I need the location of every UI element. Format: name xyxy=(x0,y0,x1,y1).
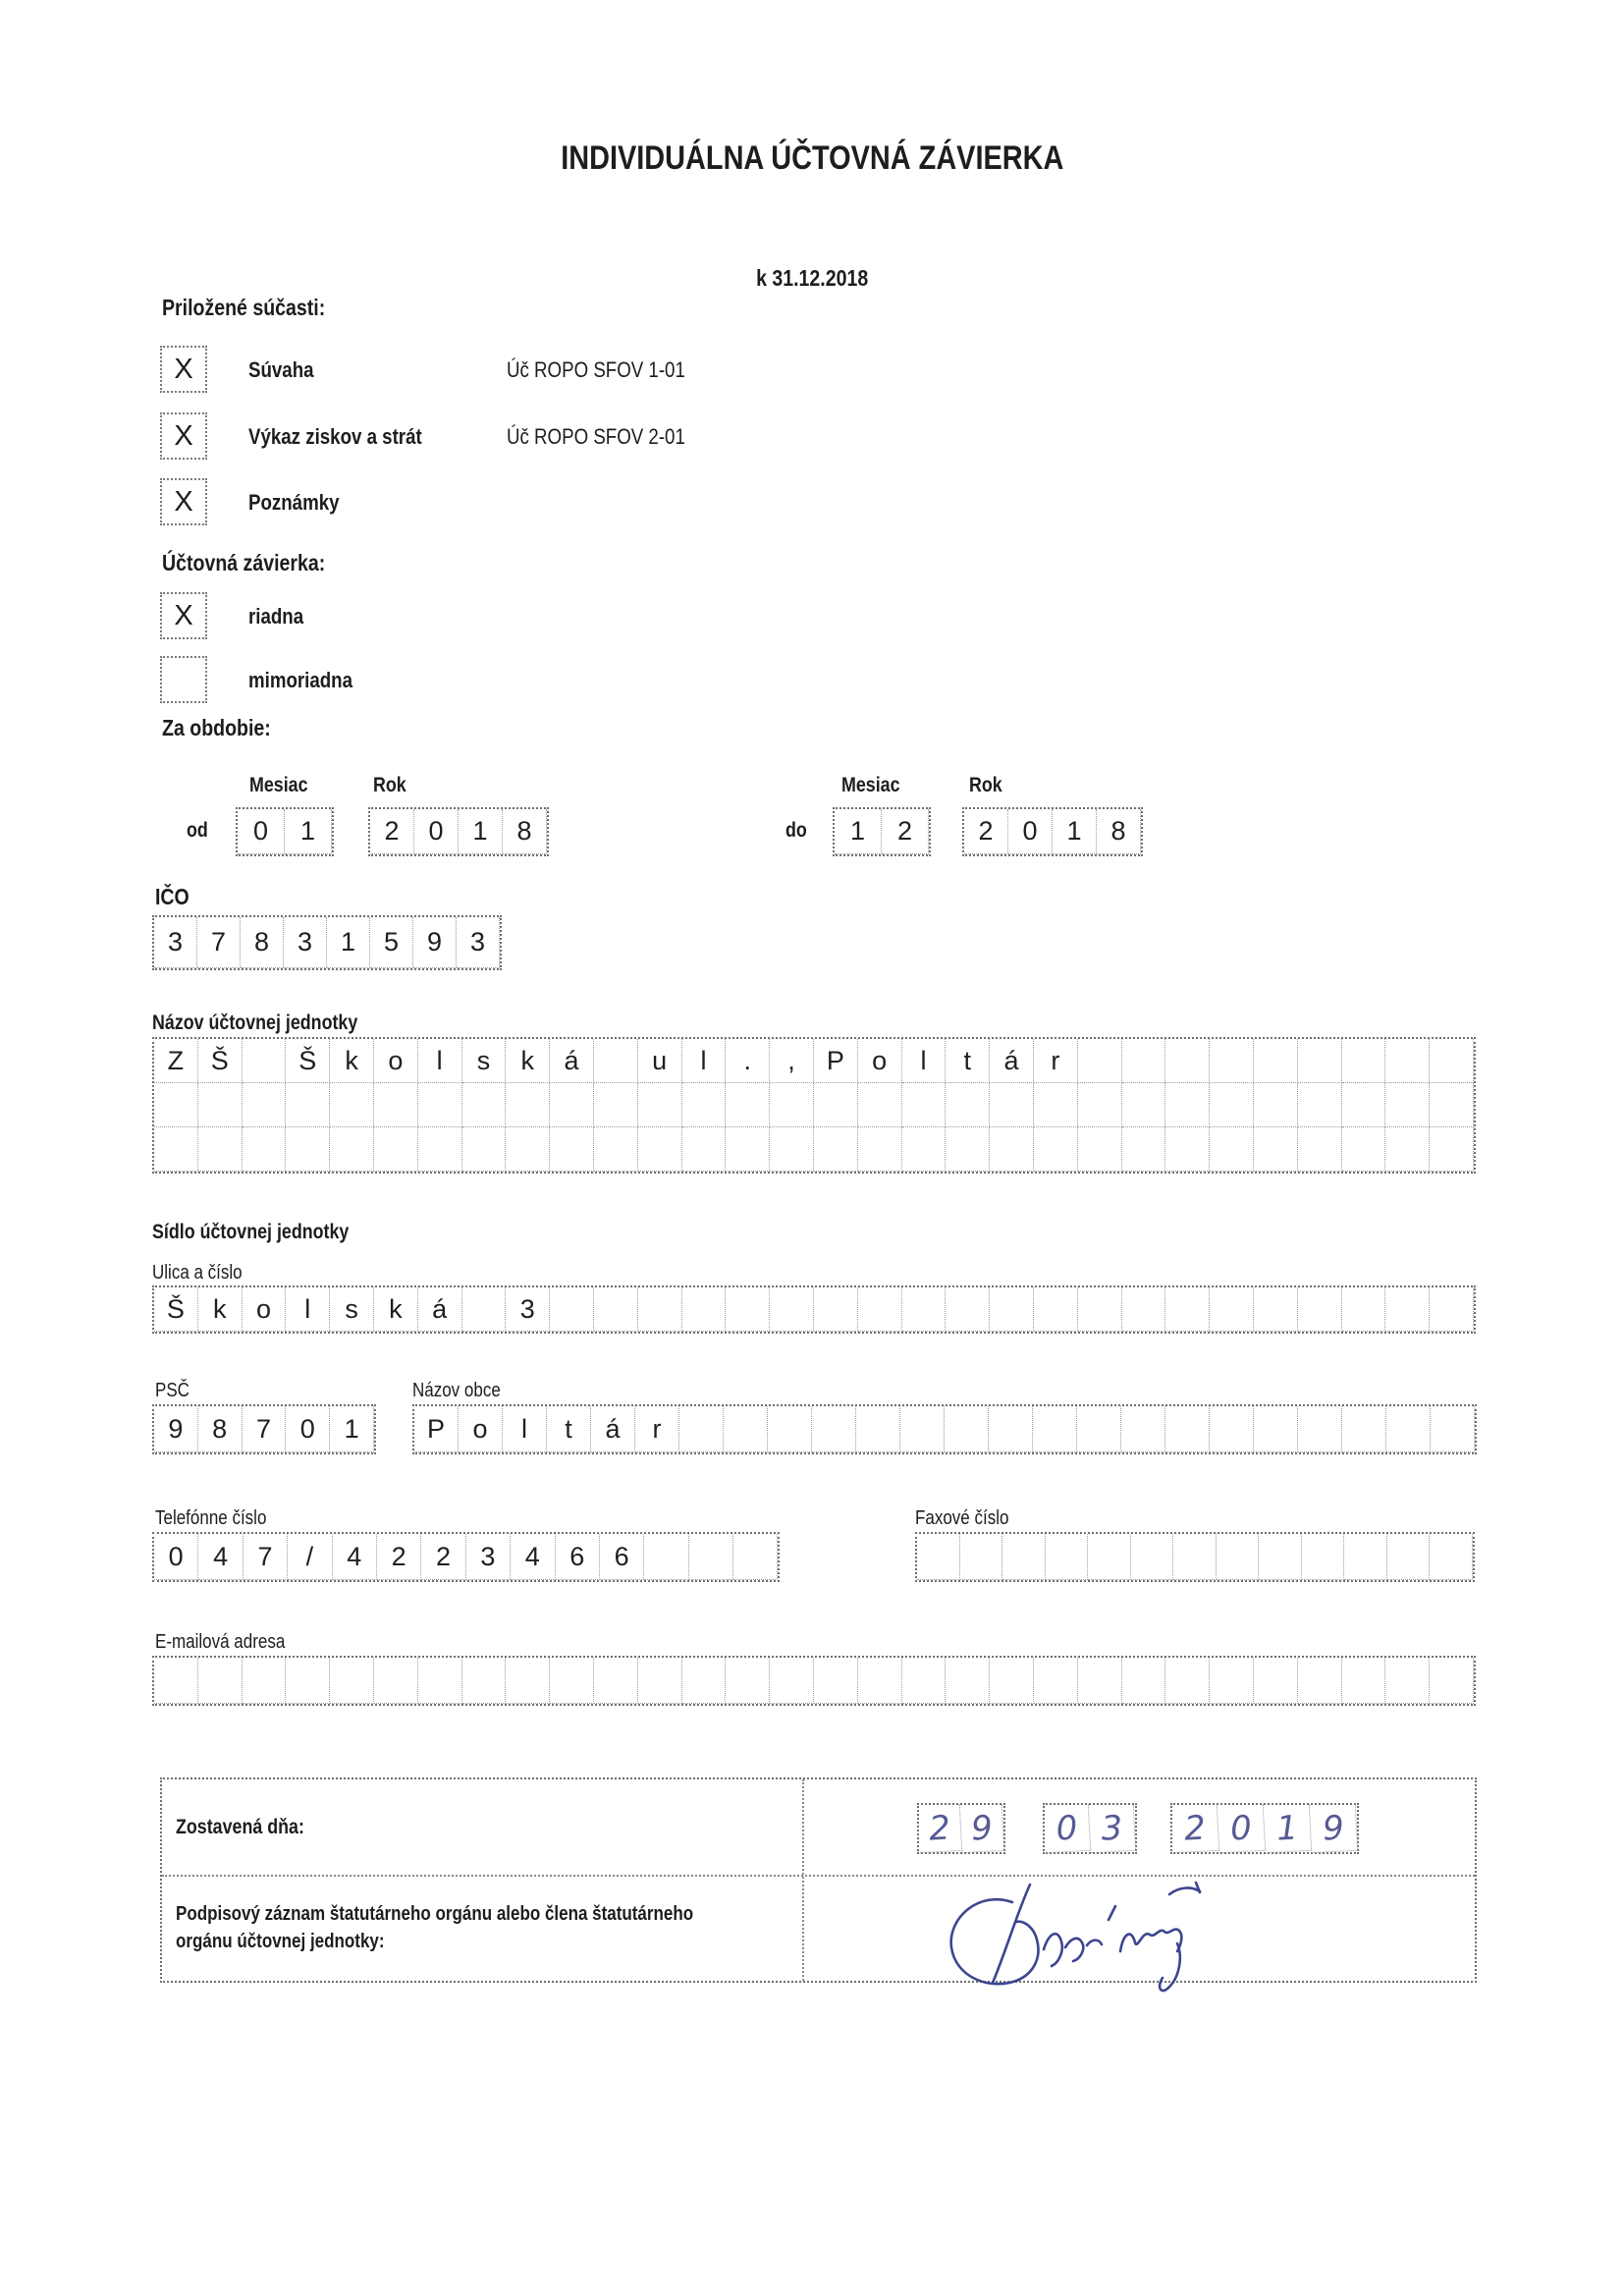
char-cell: k xyxy=(506,1039,550,1083)
checkbox-mark: X xyxy=(174,353,193,385)
char-cell xyxy=(1342,1658,1386,1704)
char-cell xyxy=(462,1083,507,1127)
to-month-grid xyxy=(833,807,931,856)
statement-type-heading: Účtovná závierka: xyxy=(162,550,326,575)
char-cell: P xyxy=(814,1039,858,1083)
char-cell xyxy=(638,1083,682,1127)
char-cell xyxy=(902,1287,947,1332)
char-cell xyxy=(1165,1083,1210,1127)
char-cell xyxy=(1122,1039,1166,1083)
char-cell: 3 xyxy=(1089,1804,1136,1853)
char-cell xyxy=(1122,1658,1166,1704)
char-cell xyxy=(462,1658,507,1704)
char-cell: 2 xyxy=(377,1534,421,1580)
char-cell xyxy=(374,1658,418,1704)
char-cell xyxy=(946,1127,990,1172)
char-cell xyxy=(462,1127,507,1172)
char-cell xyxy=(1342,1287,1386,1332)
char-cell xyxy=(1078,1083,1122,1127)
char-cell: 1 xyxy=(459,809,503,854)
char-cell xyxy=(374,1127,418,1172)
char-cell xyxy=(1210,1658,1254,1704)
char-cell xyxy=(243,1127,287,1172)
char-cell xyxy=(770,1127,814,1172)
char-cell xyxy=(856,1406,900,1452)
char-cell xyxy=(1210,1083,1254,1127)
char-cell: á xyxy=(591,1406,635,1452)
char-cell: 3 xyxy=(284,917,327,968)
char-cell xyxy=(1298,1658,1342,1704)
char-cell xyxy=(1298,1083,1342,1127)
char-cell: 8 xyxy=(1097,809,1141,854)
char-cell: Z xyxy=(154,1039,198,1083)
char-cell xyxy=(1385,1658,1430,1704)
char-cell xyxy=(1430,1039,1474,1083)
to-label: do xyxy=(785,819,807,842)
char-cell xyxy=(1046,1534,1089,1580)
char-cell xyxy=(1431,1406,1475,1452)
char-cell xyxy=(506,1127,550,1172)
to-year-grid xyxy=(962,807,1143,856)
char-cell xyxy=(902,1127,947,1172)
char-cell xyxy=(1254,1406,1298,1452)
char-cell: 0 xyxy=(414,809,459,854)
char-cell: l xyxy=(902,1039,947,1083)
attached-parts-heading: Priložené súčasti: xyxy=(162,295,326,320)
char-cell xyxy=(1165,1127,1210,1172)
char-cell: l xyxy=(503,1406,547,1452)
char-cell xyxy=(243,1658,287,1704)
char-cell: s xyxy=(462,1039,507,1083)
char-cell: Š xyxy=(286,1039,330,1083)
psc-grid xyxy=(152,1404,376,1454)
char-cell xyxy=(1387,1534,1431,1580)
char-cell xyxy=(946,1287,990,1332)
char-cell: 0 xyxy=(1044,1804,1091,1853)
char-cell xyxy=(858,1127,902,1172)
char-cell xyxy=(1078,1127,1122,1172)
street-grid xyxy=(152,1285,1476,1334)
char-cell xyxy=(1259,1534,1302,1580)
char-cell xyxy=(960,1534,1003,1580)
phone-label: Telefónne číslo xyxy=(155,1507,267,1529)
char-cell: k xyxy=(330,1039,374,1083)
form-code-suvaha: Úč ROPO SFOV 1-01 xyxy=(507,357,685,382)
char-cell: 4 xyxy=(198,1534,243,1580)
char-cell xyxy=(726,1127,770,1172)
char-cell: 2 xyxy=(421,1534,465,1580)
char-cell xyxy=(550,1127,594,1172)
char-cell: 9 xyxy=(960,1804,1004,1853)
char-cell: 7 xyxy=(243,1406,287,1452)
char-cell: 3 xyxy=(506,1287,550,1332)
char-cell xyxy=(1210,1127,1254,1172)
char-cell xyxy=(689,1534,733,1580)
char-cell: 6 xyxy=(600,1534,644,1580)
char-cell: á xyxy=(418,1287,462,1332)
char-cell xyxy=(1254,1083,1298,1127)
ico-grid xyxy=(152,915,502,970)
char-cell: l xyxy=(418,1039,462,1083)
char-cell xyxy=(1385,1039,1430,1083)
char-cell: 0 xyxy=(1008,809,1053,854)
char-cell xyxy=(1385,1287,1430,1332)
checkbox-mark: X xyxy=(174,485,193,518)
char-cell: 3 xyxy=(154,917,197,968)
char-cell: 0 xyxy=(154,1534,198,1580)
char-cell xyxy=(1386,1406,1431,1452)
char-cell: o xyxy=(243,1287,287,1332)
char-cell xyxy=(1077,1406,1121,1452)
fax-grid xyxy=(915,1532,1475,1582)
char-cell xyxy=(286,1658,330,1704)
char-cell xyxy=(724,1406,768,1452)
char-cell xyxy=(550,1287,594,1332)
seat-heading: Sídlo účtovnej jednotky xyxy=(152,1221,350,1243)
char-cell: k xyxy=(374,1287,418,1332)
char-cell: á xyxy=(990,1039,1034,1083)
street-label: Ulica a číslo xyxy=(152,1262,243,1284)
char-cell xyxy=(418,1083,462,1127)
char-cell: 0 xyxy=(286,1406,330,1452)
char-cell: 4 xyxy=(333,1534,377,1580)
char-cell: Š xyxy=(198,1039,243,1083)
char-cell xyxy=(814,1083,858,1127)
signature-label: Podpisový záznam štatutárneho orgánu alebo člena štatutárneho orgánu účtovnej jednotky: xyxy=(176,1903,694,1952)
char-cell xyxy=(1034,1658,1078,1704)
char-cell xyxy=(418,1127,462,1172)
char-cell xyxy=(726,1083,770,1127)
char-cell xyxy=(1217,1534,1260,1580)
char-cell xyxy=(858,1083,902,1127)
char-cell xyxy=(286,1127,330,1172)
email-grid xyxy=(152,1656,1476,1706)
char-cell: 2 xyxy=(882,809,929,854)
from-month-label: Mesiac xyxy=(249,774,308,796)
char-cell xyxy=(154,1658,198,1704)
compiled-date-day-grid xyxy=(917,1803,1005,1854)
char-cell: 9 xyxy=(413,917,457,968)
char-cell: l xyxy=(682,1039,727,1083)
char-cell xyxy=(814,1127,858,1172)
label-vykaz: Výkaz ziskov a strát xyxy=(248,424,422,449)
char-cell xyxy=(733,1534,778,1580)
char-cell: 1 xyxy=(1053,809,1097,854)
char-cell xyxy=(1122,1287,1166,1332)
char-cell xyxy=(418,1658,462,1704)
checkbox-mimoriadna xyxy=(160,656,207,703)
checkbox-mark: X xyxy=(174,599,193,631)
char-cell xyxy=(154,1127,198,1172)
page-title: INDIVIDUÁLNA ÚČTOVNÁ ZÁVIERKA xyxy=(560,139,1064,177)
char-cell xyxy=(1165,1287,1210,1332)
char-cell xyxy=(594,1083,638,1127)
char-cell: o xyxy=(374,1039,418,1083)
char-cell xyxy=(198,1083,243,1127)
char-cell xyxy=(1210,1039,1254,1083)
char-cell: o xyxy=(858,1039,902,1083)
char-cell xyxy=(1302,1534,1345,1580)
char-cell: 4 xyxy=(511,1534,555,1580)
period-heading: Za obdobie: xyxy=(162,715,271,740)
char-cell xyxy=(1342,1083,1386,1127)
char-cell xyxy=(770,1083,814,1127)
char-cell xyxy=(374,1083,418,1127)
char-cell: 9 xyxy=(1310,1804,1358,1853)
char-cell xyxy=(1430,1287,1474,1332)
char-cell: 3 xyxy=(466,1534,511,1580)
char-cell xyxy=(682,1658,727,1704)
char-cell xyxy=(1385,1127,1430,1172)
char-cell: Š xyxy=(154,1287,198,1332)
checkbox-poznamky xyxy=(160,478,207,525)
char-cell xyxy=(243,1083,287,1127)
char-cell xyxy=(1298,1039,1342,1083)
char-cell xyxy=(1298,1406,1342,1452)
char-cell: , xyxy=(770,1039,814,1083)
char-cell xyxy=(1078,1658,1122,1704)
char-cell: 2 xyxy=(918,1804,962,1853)
email-label: E-mailová adresa xyxy=(155,1631,286,1653)
char-cell xyxy=(1033,1406,1077,1452)
char-cell xyxy=(243,1039,287,1083)
char-cell xyxy=(1254,1287,1298,1332)
from-year-label: Rok xyxy=(373,774,406,796)
char-cell xyxy=(1002,1534,1046,1580)
char-cell xyxy=(1034,1083,1078,1127)
char-cell xyxy=(682,1083,727,1127)
char-cell xyxy=(768,1406,812,1452)
psc-label: PSČ xyxy=(155,1380,189,1401)
char-cell xyxy=(1342,1039,1386,1083)
char-cell xyxy=(902,1083,947,1127)
char-cell xyxy=(946,1658,990,1704)
char-cell xyxy=(198,1658,243,1704)
char-cell: s xyxy=(330,1287,374,1332)
char-cell xyxy=(550,1658,594,1704)
char-cell xyxy=(1121,1406,1165,1452)
from-year-grid xyxy=(368,807,549,856)
city-grid xyxy=(412,1404,1477,1454)
char-cell xyxy=(1122,1127,1166,1172)
char-cell xyxy=(1078,1039,1122,1083)
char-cell xyxy=(1342,1127,1386,1172)
from-month-grid xyxy=(236,807,334,856)
char-cell xyxy=(506,1658,550,1704)
char-cell xyxy=(679,1406,724,1452)
signature-ink xyxy=(928,1871,1232,1994)
char-cell xyxy=(330,1083,374,1127)
char-cell xyxy=(1385,1083,1430,1127)
char-cell xyxy=(726,1658,770,1704)
char-cell xyxy=(1034,1287,1078,1332)
char-cell xyxy=(945,1406,989,1452)
char-cell xyxy=(812,1406,856,1452)
ico-label: IČO xyxy=(155,884,189,909)
to-month-label: Mesiac xyxy=(841,774,900,796)
char-cell: o xyxy=(459,1406,503,1452)
char-cell xyxy=(1088,1534,1131,1580)
char-cell: 0 xyxy=(1218,1804,1266,1853)
char-cell xyxy=(638,1658,682,1704)
char-cell xyxy=(330,1658,374,1704)
char-cell xyxy=(1254,1039,1298,1083)
char-cell: 2 xyxy=(1171,1804,1219,1853)
char-cell xyxy=(858,1287,902,1332)
char-cell: P xyxy=(414,1406,459,1452)
char-cell: 9 xyxy=(154,1406,198,1452)
char-cell xyxy=(330,1127,374,1172)
char-cell xyxy=(1210,1287,1254,1332)
char-cell xyxy=(594,1127,638,1172)
char-cell xyxy=(1298,1287,1342,1332)
char-cell xyxy=(1165,1406,1210,1452)
char-cell xyxy=(814,1658,858,1704)
char-cell: u xyxy=(638,1039,682,1083)
char-cell xyxy=(594,1039,638,1083)
char-cell xyxy=(1254,1127,1298,1172)
char-cell: r xyxy=(635,1406,679,1452)
char-cell xyxy=(989,1406,1033,1452)
compiled-date-year-grid xyxy=(1170,1803,1359,1854)
to-year-label: Rok xyxy=(969,774,1002,796)
compiled-date-month-grid xyxy=(1043,1803,1137,1854)
label-riadna: riadna xyxy=(248,604,304,629)
char-cell xyxy=(1298,1127,1342,1172)
char-cell: 1 xyxy=(835,809,882,854)
char-cell xyxy=(814,1287,858,1332)
char-cell xyxy=(638,1287,682,1332)
as-of-date: k 31.12.2018 xyxy=(755,265,869,291)
char-cell: á xyxy=(550,1039,594,1083)
char-cell xyxy=(638,1127,682,1172)
char-cell xyxy=(858,1658,902,1704)
label-mimoriadna: mimoriadna xyxy=(248,668,352,692)
char-cell xyxy=(990,1287,1034,1332)
char-cell xyxy=(917,1534,960,1580)
checkbox-suvaha xyxy=(160,346,207,393)
char-cell xyxy=(286,1083,330,1127)
char-cell xyxy=(1131,1534,1174,1580)
char-cell xyxy=(594,1287,638,1332)
char-cell: r xyxy=(1034,1039,1078,1083)
char-cell xyxy=(1344,1534,1387,1580)
char-cell: 1 xyxy=(330,1406,374,1452)
char-cell xyxy=(682,1127,727,1172)
char-cell: 6 xyxy=(556,1534,600,1580)
checkbox-vykaz xyxy=(160,412,207,460)
label-poznamky: Poznámky xyxy=(248,490,340,515)
form-code-vykaz: Úč ROPO SFOV 2-01 xyxy=(507,424,685,449)
char-cell: 5 xyxy=(370,917,413,968)
char-cell: 7 xyxy=(244,1534,288,1580)
char-cell xyxy=(1210,1406,1254,1452)
entity-name-label: Názov účtovnej jednotky xyxy=(152,1011,358,1034)
char-cell xyxy=(154,1083,198,1127)
char-cell xyxy=(682,1287,727,1332)
char-cell xyxy=(1430,1127,1474,1172)
char-cell: t xyxy=(547,1406,591,1452)
char-cell xyxy=(644,1534,688,1580)
char-cell xyxy=(1165,1658,1210,1704)
char-cell xyxy=(770,1287,814,1332)
char-cell xyxy=(550,1083,594,1127)
checkbox-riadna xyxy=(160,592,207,639)
char-cell xyxy=(990,1083,1034,1127)
char-cell: 0 xyxy=(238,809,285,854)
char-cell xyxy=(198,1127,243,1172)
char-cell xyxy=(1430,1083,1474,1127)
char-cell: l xyxy=(286,1287,330,1332)
char-cell xyxy=(946,1083,990,1127)
char-cell xyxy=(1430,1534,1473,1580)
signature-table xyxy=(160,1777,1477,1983)
char-cell xyxy=(990,1127,1034,1172)
from-label: od xyxy=(187,819,208,842)
char-cell: 8 xyxy=(241,917,284,968)
char-cell xyxy=(1078,1287,1122,1332)
char-cell xyxy=(900,1406,945,1452)
char-cell xyxy=(1430,1658,1474,1704)
char-cell xyxy=(1342,1406,1386,1452)
phone-grid xyxy=(152,1532,780,1582)
char-cell xyxy=(506,1083,550,1127)
char-cell xyxy=(770,1658,814,1704)
char-cell: 2 xyxy=(370,809,414,854)
checkbox-mark: X xyxy=(174,419,193,452)
char-cell: t xyxy=(946,1039,990,1083)
char-cell xyxy=(1122,1083,1166,1127)
char-cell xyxy=(594,1658,638,1704)
compiled-date-label: Zostavená dňa: xyxy=(176,1815,304,1838)
char-cell: 3 xyxy=(457,917,500,968)
char-cell xyxy=(1034,1127,1078,1172)
char-cell: 1 xyxy=(327,917,370,968)
char-cell: 1 xyxy=(285,809,332,854)
char-cell: . xyxy=(726,1039,770,1083)
char-cell: k xyxy=(198,1287,243,1332)
char-cell: 8 xyxy=(198,1406,243,1452)
label-suvaha: Súvaha xyxy=(248,357,314,382)
fax-label: Faxové číslo xyxy=(915,1507,1009,1529)
char-cell xyxy=(462,1287,507,1332)
char-cell: / xyxy=(288,1534,332,1580)
char-cell xyxy=(1173,1534,1217,1580)
char-cell xyxy=(902,1658,947,1704)
char-cell: 1 xyxy=(1264,1804,1312,1853)
char-cell: 2 xyxy=(964,809,1008,854)
char-cell: 8 xyxy=(503,809,547,854)
entity-name-grid xyxy=(152,1037,1476,1174)
char-cell: 7 xyxy=(197,917,241,968)
city-label: Názov obce xyxy=(412,1380,501,1401)
char-cell xyxy=(726,1287,770,1332)
char-cell xyxy=(1165,1039,1210,1083)
char-cell xyxy=(990,1658,1034,1704)
char-cell xyxy=(1254,1658,1298,1704)
